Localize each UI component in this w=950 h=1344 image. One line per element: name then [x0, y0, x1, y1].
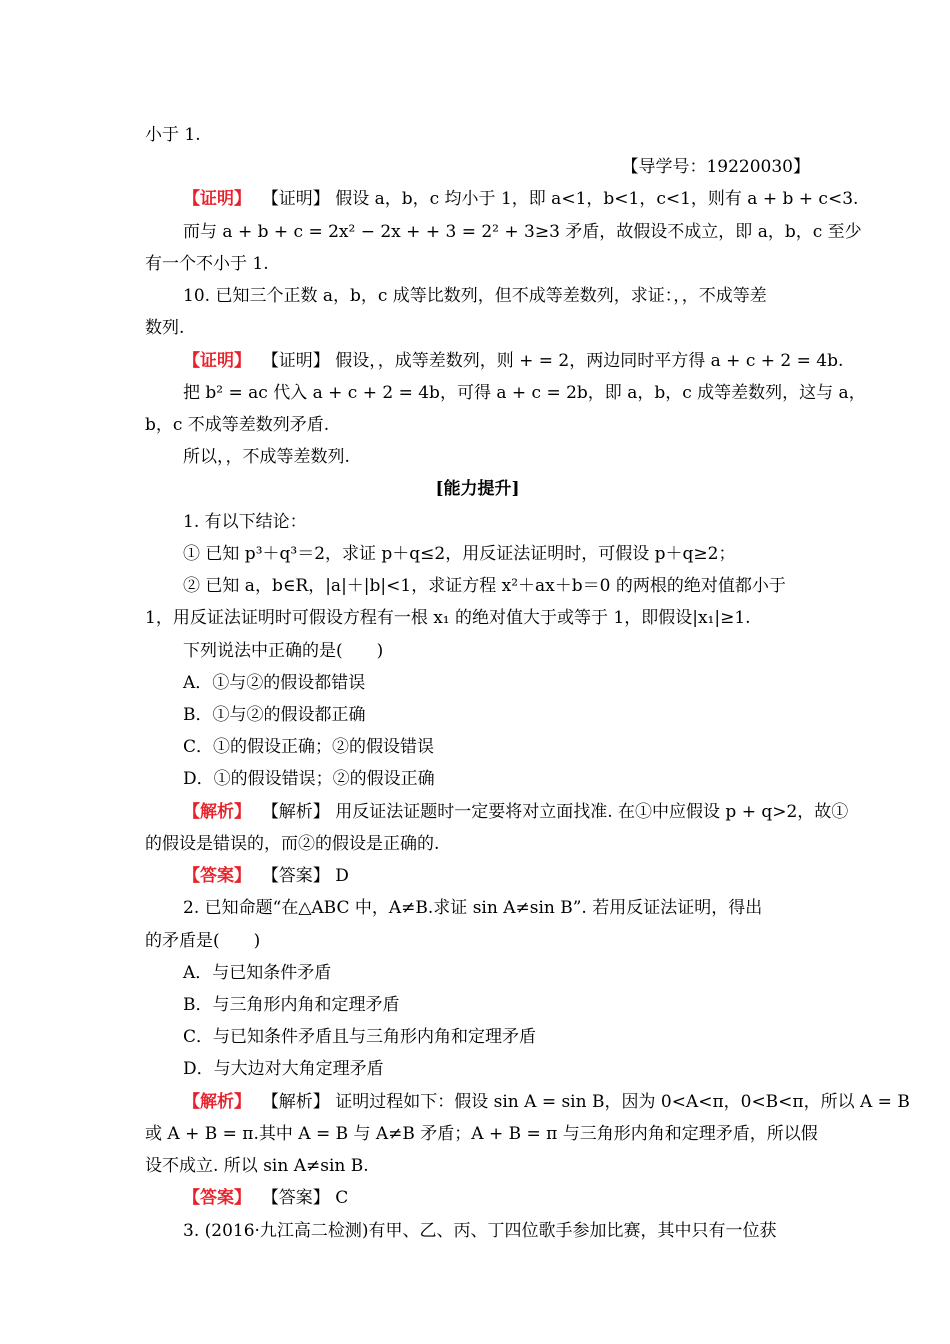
analysis-line: 【解析】 【解析】 用反证法证题时一定要将对立面找准. 在①中应假设 p + q>2，故①	[183, 802, 849, 822]
proof-tag: 【证明】	[183, 351, 251, 371]
text-line: 的假设是错误的，而②的假设是正确的.	[145, 834, 440, 854]
question-10: 10. 已知三个正数 a，b，c 成等比数列，但不成等差数列，求证：，，不成等差	[183, 286, 767, 306]
text-line: ① 已知 p³＋q³＝2，求证 p＋q≤2，用反证法证明时，可假设 p＋q≥2；	[183, 544, 736, 564]
proof-line: 【证明】 【证明】 假设，，成等差数列，则 + = 2，两边同时平方得 a + c + 2 = 4b.	[183, 351, 844, 371]
text-line: b，c 不成等差数列矛盾.	[145, 415, 330, 435]
text-line: ② 已知 a，b∈R，|a|＋|b|<1，求证方程 x²＋ax＋b＝0 的两根的绝对值都小于	[183, 576, 786, 596]
text-line: 有一个不小于 1.	[145, 254, 269, 274]
question-1: 1. 有以下结论：	[183, 512, 307, 532]
proof-line: 【证明】 【证明】 假设 a，b，c 均小于 1，即 a<1，b<1，c<1，则有 a + b + c<3.	[183, 189, 859, 209]
option-b: B．与三角形内角和定理矛盾	[183, 995, 400, 1015]
option-a: A．与已知条件矛盾	[183, 963, 332, 983]
text-line: 或 A + B = π.其中 A = B 与 A≠B 矛盾；A + B = π 与三角形内角和定理矛盾，所以假	[145, 1124, 818, 1144]
analysis-line: 【解析】 【解析】 证明过程如下：假设 sin A = sin B，因为 0<A<π，0<B<π，所以 A = B	[183, 1092, 910, 1112]
proof-tag: 【证明】	[183, 189, 251, 209]
text-line: 小于 1.	[145, 125, 201, 145]
text-line: 下列说法中正确的是( )	[183, 641, 384, 661]
option-c: C．①的假设正确；②的假设错误	[183, 737, 435, 757]
option-d: D．与大边对大角定理矛盾	[183, 1059, 384, 1079]
text-line: 而与 a + b + c = 2x² − 2x + + 3 = 2² + 3≥3 矛盾，故假设不成立，即 a，b，c 至少	[183, 222, 862, 242]
analysis-tag: 【解析】	[183, 1092, 251, 1112]
question-2: 2. 已知命题“在△ABC 中，A≠B.求证 sin A≠sin B”. 若用反证法证明，得出	[183, 898, 763, 918]
text-line: 1，用反证法证明时可假设方程有一根 x₁ 的绝对值大于或等于 1，即假设|x₁|≥1.	[145, 608, 751, 628]
text-line: 所以，，不成等差数列.	[183, 447, 350, 467]
text-line: 数列.	[145, 318, 185, 338]
text-line: 把 b² = ac 代入 a + c + 2 = 4b，可得 a + c = 2b，即 a，b，c 成等差数列，这与 a，	[183, 383, 866, 403]
text-line: 的矛盾是( )	[145, 931, 261, 951]
option-d: D．①的假设错误；②的假设正确	[183, 769, 435, 789]
option-c: C．与已知条件矛盾且与三角形内角和定理矛盾	[183, 1027, 537, 1047]
text-line: 设不成立. 所以 sin A≠sin B.	[145, 1156, 369, 1176]
answer-line: 【答案】 【答案】 C	[183, 1188, 349, 1208]
answer-line: 【答案】 【答案】 D	[183, 866, 349, 886]
section-heading: [能力提升]	[435, 479, 520, 499]
option-b: B．①与②的假设都正确	[183, 705, 366, 725]
reference-number: 【导学号：19220030】	[621, 157, 810, 177]
answer-tag: 【答案】	[183, 1188, 251, 1208]
analysis-tag: 【解析】	[183, 802, 251, 822]
question-3: 3. (2016·九江高二检测)有甲、乙、丙、丁四位歌手参加比赛，其中只有一位获	[183, 1221, 777, 1241]
answer-tag: 【答案】	[183, 866, 251, 886]
option-a: A．①与②的假设都错误	[183, 673, 366, 693]
